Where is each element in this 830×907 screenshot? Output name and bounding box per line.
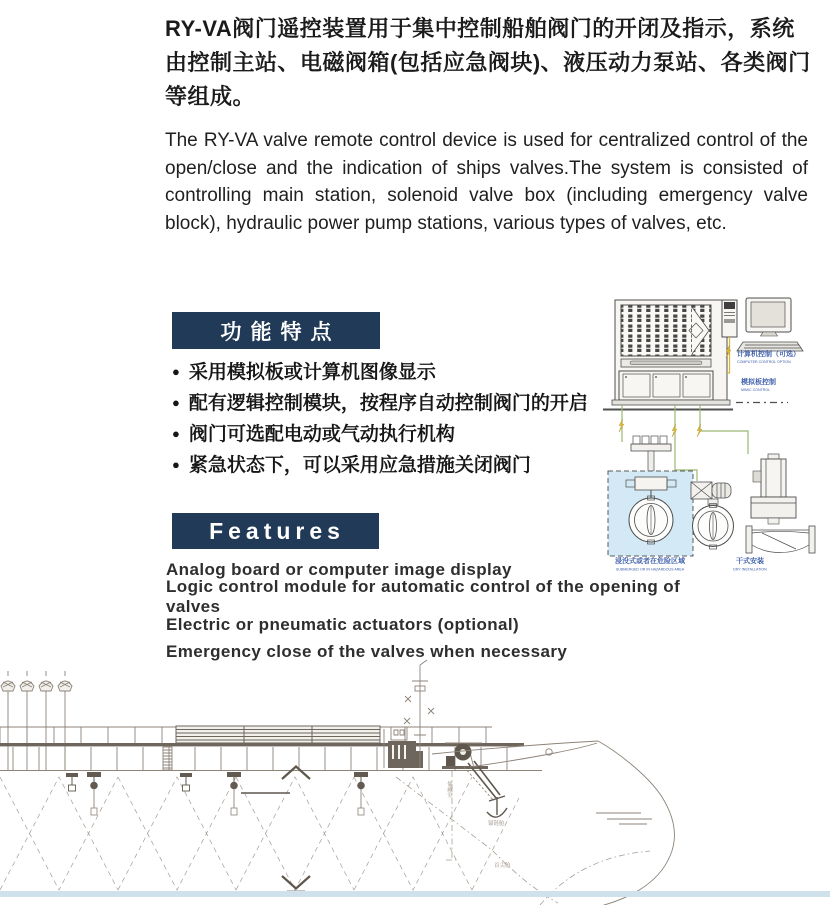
computer-control-label-zh: 计算机控制（可选） [737,351,800,358]
list-item: Logic control module for automatic control of the opening of valves [166,577,681,617]
dry-label-zh: 干式安装 [736,558,764,565]
globe-valve [746,454,815,553]
mimic-control-label-zh: 模拟板控制 [741,379,776,386]
fore-deckhouse [384,727,423,768]
anchor-icon [487,796,507,817]
list-item: Electric or pneumatic actuators (optional) [166,614,520,634]
navigation-lamp-icon [404,696,434,724]
vent-masts [1,671,72,770]
lightning-icon [697,424,702,437]
page-footer-strip [0,891,830,897]
feature-zh-text: 配有逻辑控制模块，按程序自动控制阀门的开启 [188,393,588,414]
section-header-en-label: Features [209,517,345,544]
feature-list-zh [172,355,652,479]
ship-annotation-forepeak: 首尖舱 [494,863,511,869]
bullet-icon: ● [172,457,180,472]
bullet-icon: ● [172,364,180,379]
section-header-features [172,513,379,549]
list-item [172,417,652,448]
submerged-label-zh: 浸没式或者在危险区域 [615,558,685,565]
section-header-zh-label: 功能特点 [220,320,341,344]
ship-annotation-store: 储藏室 [446,781,452,798]
ship-profile-svg [0,655,690,905]
dry-label-en: DRY INSTALLATION [733,567,767,572]
hatch-cover-block [176,726,380,743]
mimic-control-label-en: MIMIC CONTROL [741,388,771,392]
computer-keyboard [737,342,803,351]
feature-zh-text: 紧急状态下，可以采用应急措施关闭阀门 [188,455,531,476]
waterline-marks [596,813,652,824]
intro-paragraph-zh: RY-VA阀门遥控装置用于集中控制船舶阀门的开闭及指示，系统由控制主站、电磁阀箱(包括应急阀块)、液压动力泵站、各类阀门等组成。 [165,16,811,109]
bow-profile [396,741,674,905]
remote-valve [66,773,78,791]
list-item [172,355,652,386]
section-mark-up [282,767,310,780]
computer-control-label-en: COMPUTER CONTROL OPTION [737,360,791,364]
ship-profile-drawing [0,655,690,905]
remote-valve [180,773,192,791]
list-item [172,448,652,479]
intro-paragraph-en: The RY-VA valve remote control device is used for centralized control of the open/close and the indication of ships valves.The system is consisted of controlling main station, solenoid valve box (including emergency valve block), hydraulic power pump stations, various types of valves, etc. [165,130,808,234]
submerged-butterfly-valve [608,436,693,556]
feature-zh-text: 阀门可选配电动或气动执行机构 [188,424,455,445]
submerged-label-en: SUBMERGED OR IN HAZARDOUS AREA [615,567,685,572]
mimic-console [603,300,733,410]
list-item: Analog board or computer image display [166,559,512,579]
system-diagram [600,293,830,593]
remote-valve [354,772,368,815]
tank-structure [0,767,519,892]
deck-ladder [163,747,172,770]
ship-annotation-chain-locker: 锚链舱 [488,821,505,827]
list-item [172,386,652,417]
bullet-icon: ● [172,395,180,410]
below-deck-valves [66,772,368,815]
list-item: Emergency close of the valves when necessary [166,642,568,662]
remote-valve [227,772,241,815]
computer-workstation [722,298,803,351]
section-mark-down [282,876,310,889]
feature-zh-text: 采用模拟板或计算机图像显示 [188,362,436,383]
remote-valve [87,772,101,815]
system-diagram-svg [600,293,830,593]
bullet-icon: ● [172,426,180,441]
dry-butterfly-valve [691,482,734,549]
section-header-function-features [172,312,380,349]
